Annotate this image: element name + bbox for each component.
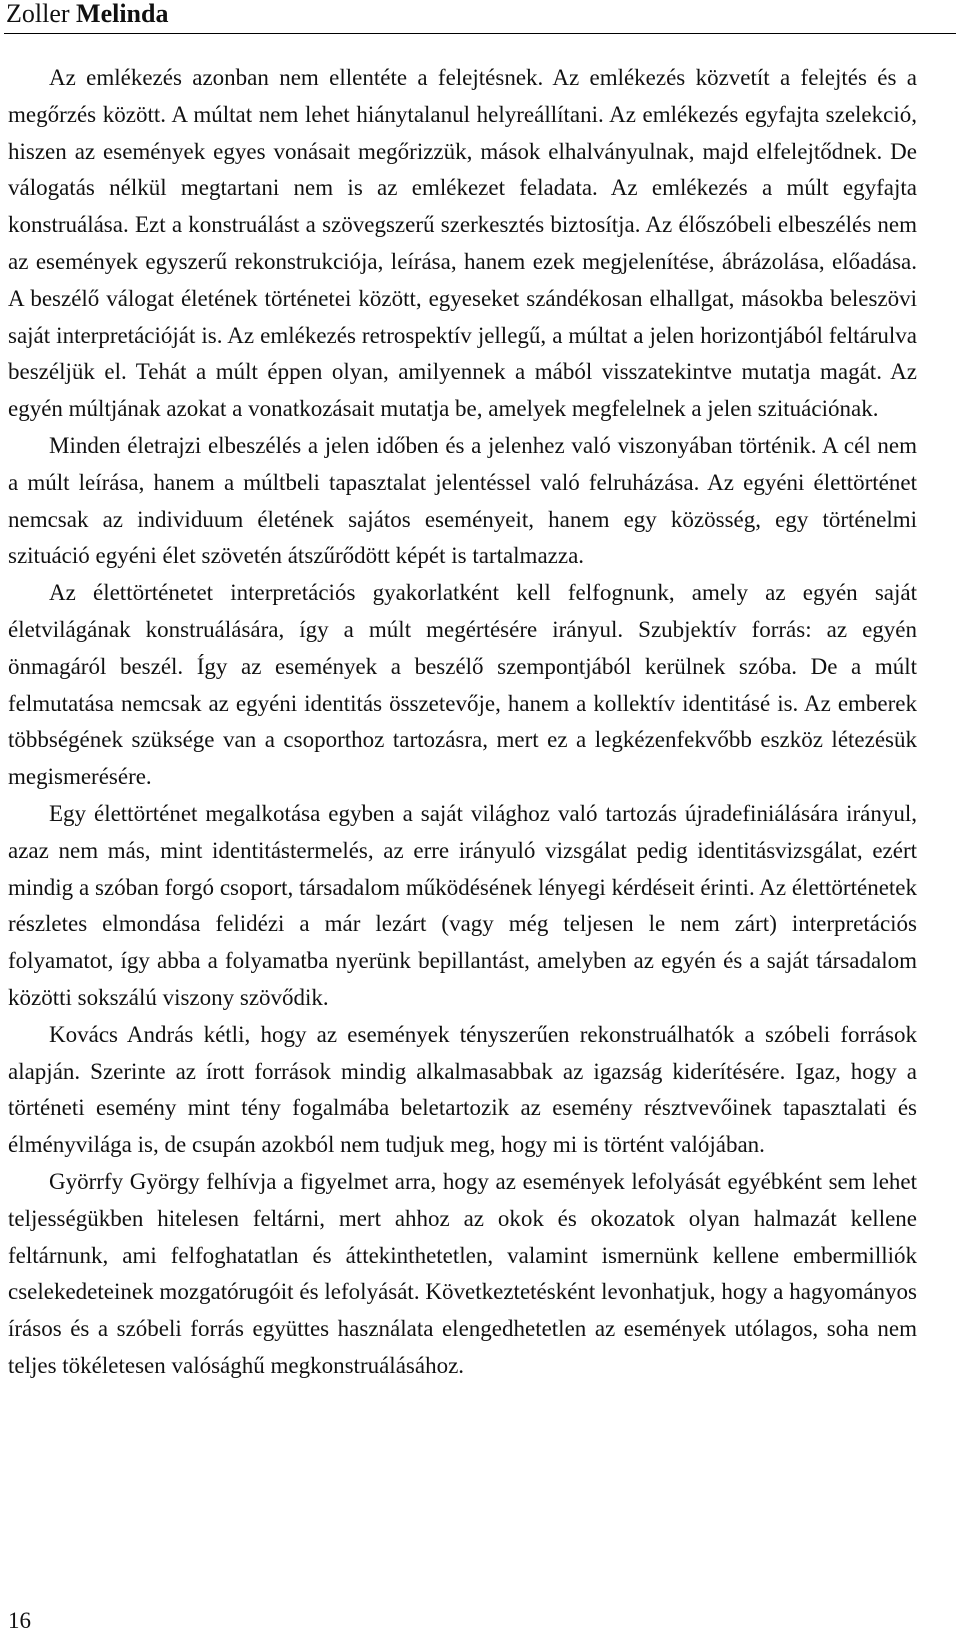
paragraph: Minden életrajzi elbeszélés a jelen időben és a jelenhez való viszonyában történik. A cél nem a múlt leírása, hanem a múltbeli tapasztalat jelentéssel való felruházása. Az egyéni élettörténet nemcsak az individuum életének sajátos eseményeit, hanem egy közösség, egy történelmi szituáció egyéni élet szövetén átszűrődött képét is tartalmazza. [8,432,917,569]
body-text [8,60,917,1385]
running-header [0,0,960,34]
page-number: 16 [8,1608,31,1633]
paragraph: Györrfy György felhívja a figyelmet arra, hogy az események lefolyását egyébként sem lehet teljességükben hitelesen feltárni, mert ahhoz az okok és okozatok olyan halmazát kellene feltárnunk, ami felfoghatatlan és áttekinthetetlen, valamint ismernünk kellene embermilliók cselekedeteinek mozgatórugóit és lefolyását. Következtetésként levonhatjuk, hogy a hagyományos írásos és a szóbeli forrás együttes használata elengedhetetlen az események utólagos, soha nem teljes tökéletesen valósághű megkonstruálásához. [8,1168,917,1378]
paragraph: Az élettörténetet interpretációs gyakorlatként kell felfognunk, amely az egyén saját életvilágának konstruálására, így a múlt megértésére irányul. Szubjektív forrás: az egyén önmagáról beszél. Így az események a beszélő szempontjából kerülnek szóba. De a múlt felmutatása nemcsak az egyéni identitás összetevője, hanem a kollektív identitásé is. Az emberek többségének szüksége van a csoporthoz tartozásra, mert ez a legkézenfekvőbb eszköz létezésük megismerésére. [8,580,917,790]
author-first-name: Zoller [6,0,77,28]
header-rule [4,33,956,34]
paragraph: Kovács András kétli, hogy az események tényszerűen rekonstruálhatók a szóbeli források alapján. Szerinte az írott források mindig alkalmasabbak az igazság kiderítésére. Igaz, hogy a történeti esemény mint tény fogalmába beletartozik az esemény résztvevőinek tapasztalati és élményvilága is, de csupán azokból nem tudjuk meg, hogy mi is történt valójában. [8,1021,917,1158]
author-last-name: Melinda [76,0,169,28]
running-header-author [6,0,168,28]
paragraph: Egy élettörténet megalkotása egyben a saját világhoz való tartozás újradefiniálására irányul, azaz nem más, mint identitástermelés, az erre irányuló vizsgálat pedig identitásvizsgálat, ezért mindig a szóban forgó csoport, társadalom működésének lényegi kérdéseit érinti. Az élettörténetek részletes elmondása felidézi a már lezárt (vagy még teljesen le nem zárt) interpretációs folyamatot, így abba a folyamatba nyerünk bepillantást, amelyben az egyén és a saját társadalom közötti sokszálú viszony szövődik. [8,800,917,1010]
paragraph: Az emlékezés azonban nem ellentéte a felejtésnek. Az emlékezés közvetít a felejtés és a megőrzés között. A múltat nem lehet hiánytalanul helyreállítani. Az emlékezés egyfajta szelekció, hiszen az események egyes vonásait megőrizzük, mások elhalványulnak, majd elfelejtődnek. De válogatás nélkül megtartani nem is az emlékezet feladata. Az emlékezés a múlt egyfajta konstruálása. Ezt a konstruálást a szövegszerű szerkesztés biztosítja. Az élőszóbeli elbeszélés nem az események egyszerű rekonstrukciója, leírása, hanem ezek megjelenítése, ábrázolása, előadása. A beszélő válogat életének történetei között, egyeseket szándékosan elhallgat, másokba beleszövi saját interpretációját is. Az emlékezés retrospektív jellegű, a múltat a jelen horizontjából feltárulva beszéljük el. Tehát a múlt éppen olyan, amilyennek a mából visszatekintve mutatja magát. Az egyén múltjának azokat a vonatkozásait mutatja be, amelyek megfelelnek a jelen szituációnak. [8,65,917,422]
